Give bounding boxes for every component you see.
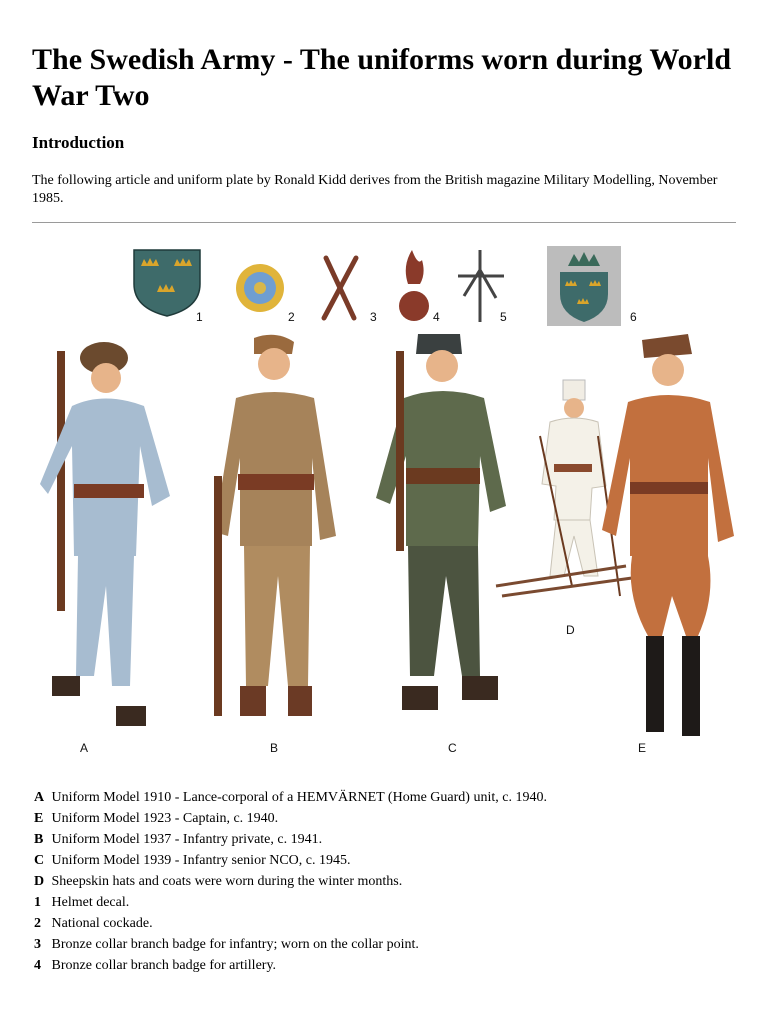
caption-item [34,850,734,871]
section-heading: Introduction [32,133,125,152]
caption-text: National cockade. [51,916,153,931]
infantry-collar-badge-icon [324,258,356,318]
figure-label-e: E [638,741,647,755]
national-cockade-icon [236,264,284,312]
intro-paragraph: The following article and uniform plate by Ronald Kidd derives from the British magazine Military Modelling, November 1985. [32,173,718,206]
soldier-figure-c [376,334,506,710]
figure-label-d: D [566,623,575,637]
caption-text: Uniform Model 1937 - Infantry private, c. 1941. [51,832,323,847]
caption-item [34,829,734,850]
caption-list [34,787,734,976]
caption-text: Uniform Model 1910 - Lance-corporal of a HEMVÄRNET (Home Guard) unit, c. 1940. [51,790,547,805]
caption-text: Bronze collar branch badge for artillery. [51,958,277,973]
badge-label-2: 2 [288,310,295,324]
caption-text: Uniform Model 1939 - Infantry senior NCO, c. 1945. [51,853,351,868]
caption-item [34,871,734,892]
caption-key: B [34,832,44,847]
caption-key: 4 [34,958,41,973]
caption-key: 3 [34,937,41,952]
caption-key: A [34,790,45,805]
officer-figure-e [602,334,734,736]
caption-item [34,892,734,913]
caption-key: E [34,811,44,826]
badge-label-4: 4 [433,310,440,324]
caption-item [34,934,734,955]
crowned-shield-patch-icon [547,246,621,326]
figure-label-a: A [80,741,89,755]
caption-item [34,808,734,829]
caption-key: 1 [34,895,41,910]
caption-text: Helmet decal. [51,895,130,910]
caption-text: Sheepskin hats and coats were worn during the winter months. [51,874,403,889]
caption-item [34,955,734,976]
caption-key: 2 [34,916,41,931]
badge-label-3: 3 [370,310,377,324]
caption-key: D [34,874,45,889]
page-title: The Swedish Army - The uniforms worn during World War Two [32,43,732,112]
caption-key: C [34,853,45,868]
signals-collar-badge-icon [458,250,504,322]
caption-item [34,913,734,934]
caption-text: Uniform Model 1923 - Captain, c. 1940. [51,811,279,826]
horizontal-rule [32,222,736,223]
badge-label-6: 6 [630,310,637,324]
soldier-figure-b [214,335,336,716]
soldier-figure-a [40,342,170,726]
figure-label-c: C [448,741,457,755]
badge-label-5: 5 [500,310,507,324]
helmet-decal-shield-icon [134,250,200,316]
caption-text: Bronze collar branch badge for infantry; worn on the collar point. [51,937,419,952]
artillery-collar-badge-icon [399,250,429,321]
figure-label-b: B [270,741,279,755]
uniform-plate-illustration [32,236,742,766]
badge-label-1: 1 [196,310,203,324]
caption-item [34,787,734,808]
